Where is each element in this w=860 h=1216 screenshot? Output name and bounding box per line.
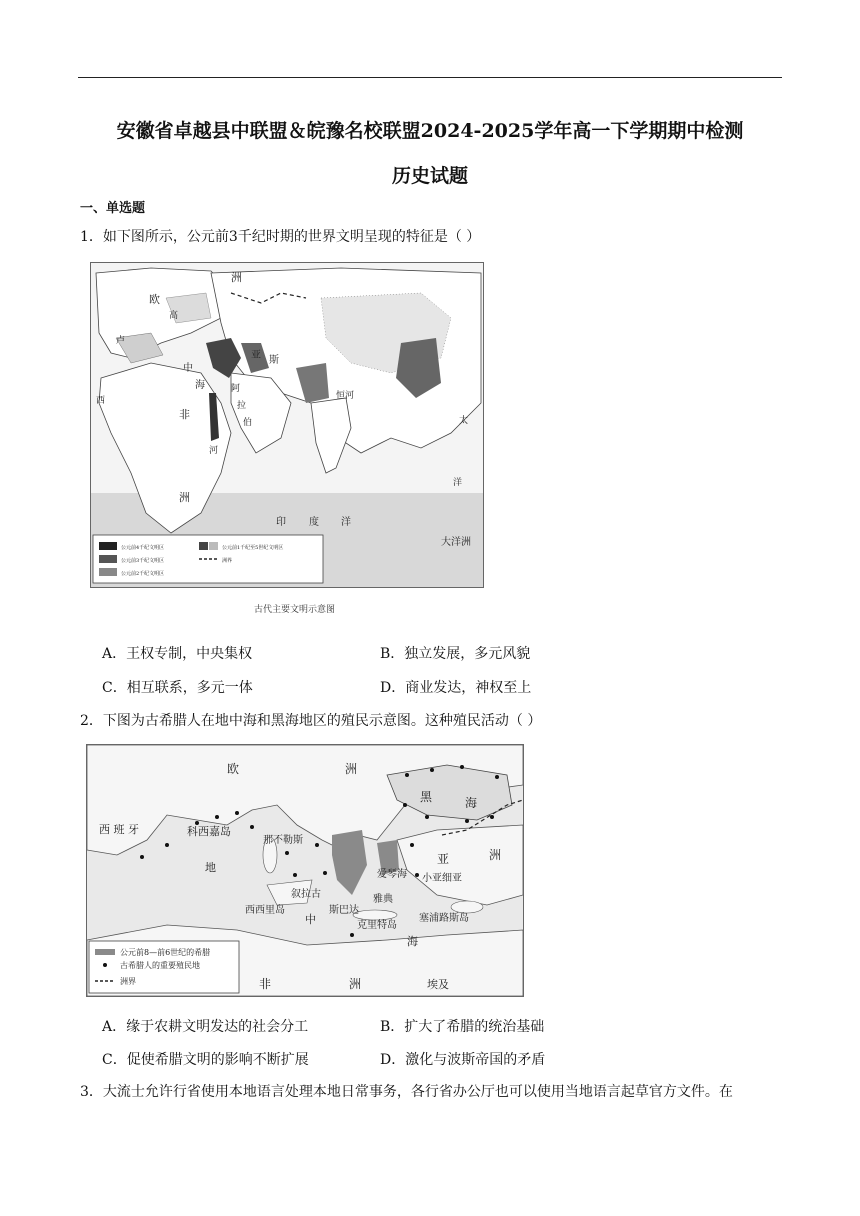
- legend-colonies: 古希腊人的重要殖民地: [120, 961, 200, 970]
- svg-text:洲: 洲: [349, 977, 362, 991]
- q2-option-c[interactable]: C．促使希腊文明的影响不断扩展: [102, 1052, 309, 1068]
- svg-text:黑: 黑: [420, 790, 433, 804]
- svg-text:河: 河: [209, 446, 219, 456]
- header-rule: [78, 77, 782, 78]
- svg-text:伯: 伯: [243, 418, 253, 428]
- svg-text:洋: 洋: [341, 517, 351, 528]
- q1-option-a[interactable]: A．王权专制，中央集权: [102, 646, 253, 662]
- svg-text:埃及: 埃及: [427, 978, 449, 991]
- svg-text:亚: 亚: [437, 852, 450, 866]
- svg-text:阿: 阿: [231, 384, 241, 394]
- svg-text:西 班 牙: 西 班 牙: [99, 823, 139, 836]
- svg-text:那不勒斯: 那不勒斯: [263, 835, 303, 846]
- svg-text:中: 中: [183, 363, 193, 374]
- svg-text:印: 印: [276, 517, 286, 528]
- svg-text:海: 海: [465, 796, 478, 810]
- q1-option-c[interactable]: C．相互联系，多元一体: [102, 680, 253, 696]
- document-subtitle: 历史试题: [391, 165, 468, 187]
- question-2-stem: 2．下图为古希腊人在地中海和黑海地区的殖民示意图。这种殖民活动（ ）: [80, 713, 542, 729]
- legend-1st-millennium: 公元前1千纪至5世纪文明区: [222, 545, 284, 551]
- legend-boundary: 洲界: [120, 977, 136, 986]
- svg-text:洋: 洋: [453, 478, 463, 488]
- question-3-stem: 3．大流士允许行省使用本地语言处理本地日常事务，各行省办公厅也可以使用当地语言起草官方文件。在: [80, 1084, 733, 1100]
- q2-option-d[interactable]: D．激化与波斯帝国的矛盾: [380, 1052, 546, 1068]
- svg-text:欧: 欧: [149, 293, 160, 306]
- legend-continent-boundary: 洲界: [222, 558, 233, 564]
- q1-option-b[interactable]: B．独立发展，多元风貌: [380, 646, 531, 662]
- svg-text:雅典: 雅典: [373, 894, 393, 905]
- section-heading: 一、单选题: [80, 201, 146, 216]
- legend-3rd-millennium: 公元前3千纪文明区: [121, 558, 165, 564]
- svg-text:洲: 洲: [489, 848, 502, 862]
- q2-option-a[interactable]: A．缘于农耕文明发达的社会分工: [102, 1019, 309, 1035]
- svg-text:小亚细亚: 小亚细亚: [422, 873, 462, 884]
- svg-text:叙拉古: 叙拉古: [291, 889, 321, 900]
- svg-text:地: 地: [205, 861, 216, 874]
- svg-text:洲: 洲: [345, 762, 358, 776]
- document-title: 安徽省卓越县中联盟＆皖豫名校联盟2024-2025学年高一下学期期中检测: [116, 120, 744, 142]
- legend-4th-millennium: 公元前4千纪文明区: [121, 545, 165, 551]
- q2-option-b[interactable]: B．扩大了希腊的统治基础: [380, 1019, 545, 1035]
- svg-text:卢: 卢: [116, 336, 126, 346]
- svg-text:科西嘉岛: 科西嘉岛: [187, 825, 231, 838]
- svg-text:斯: 斯: [269, 355, 279, 366]
- svg-text:克里特岛: 克里特岛: [357, 920, 397, 931]
- svg-text:海: 海: [407, 935, 418, 948]
- legend-2nd-millennium: 公元前2千纪文明区: [121, 571, 165, 577]
- svg-text:欧: 欧: [227, 762, 240, 776]
- svg-text:斯巴达: 斯巴达: [329, 905, 359, 916]
- svg-text:洲: 洲: [231, 271, 242, 284]
- svg-text:西: 西: [96, 396, 106, 406]
- svg-text:恒河: 恒河: [336, 391, 355, 401]
- svg-text:拉: 拉: [237, 401, 247, 411]
- svg-text:非: 非: [179, 408, 190, 421]
- ancient-civilizations-map: [90, 262, 484, 588]
- svg-text:中: 中: [305, 913, 316, 926]
- question-1-stem: 1．如下图所示，公元前3千纪时期的世界文明呈现的特征是（ ）: [80, 229, 481, 245]
- map-1-caption: 古代主要文明示意图: [254, 605, 336, 615]
- svg-text:高: 高: [169, 311, 179, 321]
- svg-text:度: 度: [309, 517, 319, 528]
- svg-text:亚: 亚: [251, 350, 261, 361]
- svg-text:大洋洲: 大洋洲: [441, 537, 471, 548]
- svg-text:非: 非: [259, 977, 272, 991]
- legend-greece: 公元前8—前6世纪的希腊: [120, 948, 211, 957]
- svg-text:海: 海: [195, 380, 205, 391]
- svg-text:爱琴海: 爱琴海: [377, 869, 407, 880]
- q1-option-d[interactable]: D．商业发达，神权至上: [380, 680, 532, 696]
- greek-colonies-map: [86, 744, 524, 997]
- svg-text:塞浦路斯岛: 塞浦路斯岛: [419, 913, 469, 924]
- svg-text:洲: 洲: [179, 491, 190, 504]
- svg-text:太: 太: [459, 416, 469, 426]
- svg-text:西西里岛: 西西里岛: [245, 905, 285, 916]
